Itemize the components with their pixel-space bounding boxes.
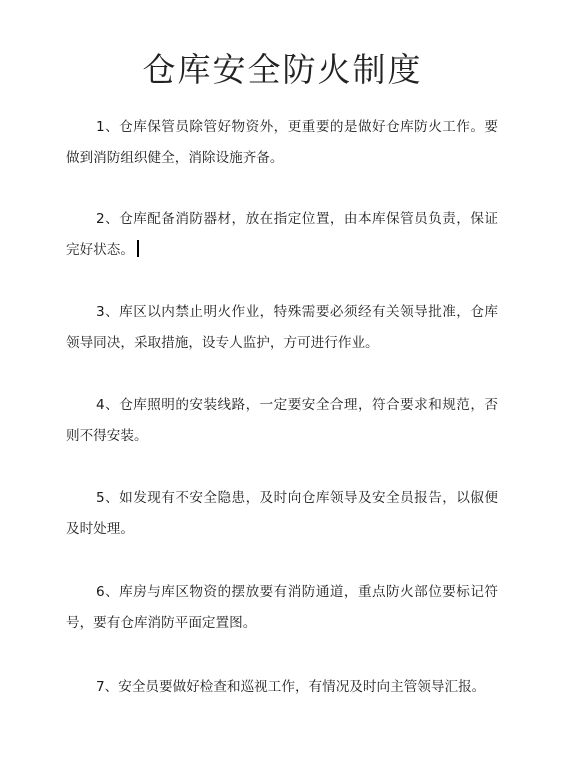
paragraph-6: 6、库房与库区物资的摆放要有消防通道，重点防火部位要标记符号，要有仓库消防平面定置图。 bbox=[66, 584, 498, 631]
paragraph-2 bbox=[66, 204, 498, 266]
paragraph-3: 3、库区以内禁止明火作业，特殊需要必须经有关领导批准，仓库领导同决，采取措施，设专人监护，方可进行作业。 bbox=[66, 304, 498, 351]
text-cursor bbox=[137, 240, 139, 257]
document-title: 仓库安全防火制度 bbox=[142, 50, 423, 89]
paragraph-7: 7、安全员要做好检查和巡视工作，有情况及时向主管领导汇报。 bbox=[96, 679, 486, 695]
paragraph-2-text: 2、仓库配备消防器材，放在指定位置，由本库保管员负责，保证完好状态。 bbox=[66, 211, 498, 258]
paragraph-1: 1、仓库保管员除管好物资外，更重要的是做好仓库防火工作。要做到消防组织健全，消除设施齐备。 bbox=[66, 119, 498, 166]
paragraph-4: 4、仓库照明的安装线路，一定要安全合理，符合要求和规范，否则不得安装。 bbox=[66, 397, 498, 444]
paragraph-5: 5、如发现有不安全隐患，及时向仓库领导及安全员报告，以俶便及时处理。 bbox=[66, 490, 498, 537]
